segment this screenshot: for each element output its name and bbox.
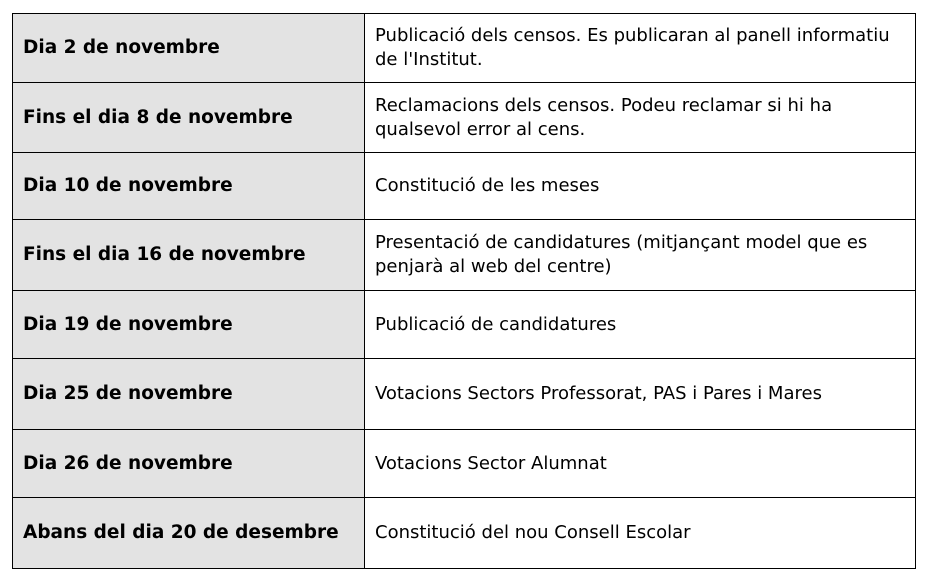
date-cell: Dia 10 de novembre <box>13 153 365 220</box>
table-row <box>13 220 916 291</box>
date-cell: Dia 26 de novembre <box>13 430 365 498</box>
date-cell: Dia 19 de novembre <box>13 291 365 359</box>
table-row <box>13 153 916 220</box>
table-row <box>13 83 916 153</box>
date-cell: Dia 25 de novembre <box>13 359 365 430</box>
date-cell: Abans del dia 20 de desembre <box>13 498 365 569</box>
description-cell: Votacions Sectors Professorat, PAS i Pares i Mares <box>365 359 916 430</box>
description-cell: Publicació de candidatures <box>365 291 916 359</box>
description-cell: Reclamacions dels censos. Podeu reclamar si hi ha qualsevol error al cens. <box>365 83 916 153</box>
description-cell: Presentació de candidatures (mitjançant model que es penjarà al web del centre) <box>365 220 916 291</box>
description-cell: Votacions Sector Alumnat <box>365 430 916 498</box>
election-calendar-table <box>12 13 916 569</box>
table-row <box>13 291 916 359</box>
date-cell: Dia 2 de novembre <box>13 14 365 83</box>
date-cell: Fins el dia 16 de novembre <box>13 220 365 291</box>
description-cell: Constitució del nou Consell Escolar <box>365 498 916 569</box>
description-cell: Constitució de les meses <box>365 153 916 220</box>
table-row <box>13 14 916 83</box>
date-cell: Fins el dia 8 de novembre <box>13 83 365 153</box>
table-row <box>13 359 916 430</box>
description-cell: Publicació dels censos. Es publicaran al panell informatiu de l'Institut. <box>365 14 916 83</box>
table-row <box>13 498 916 569</box>
table-row <box>13 430 916 498</box>
